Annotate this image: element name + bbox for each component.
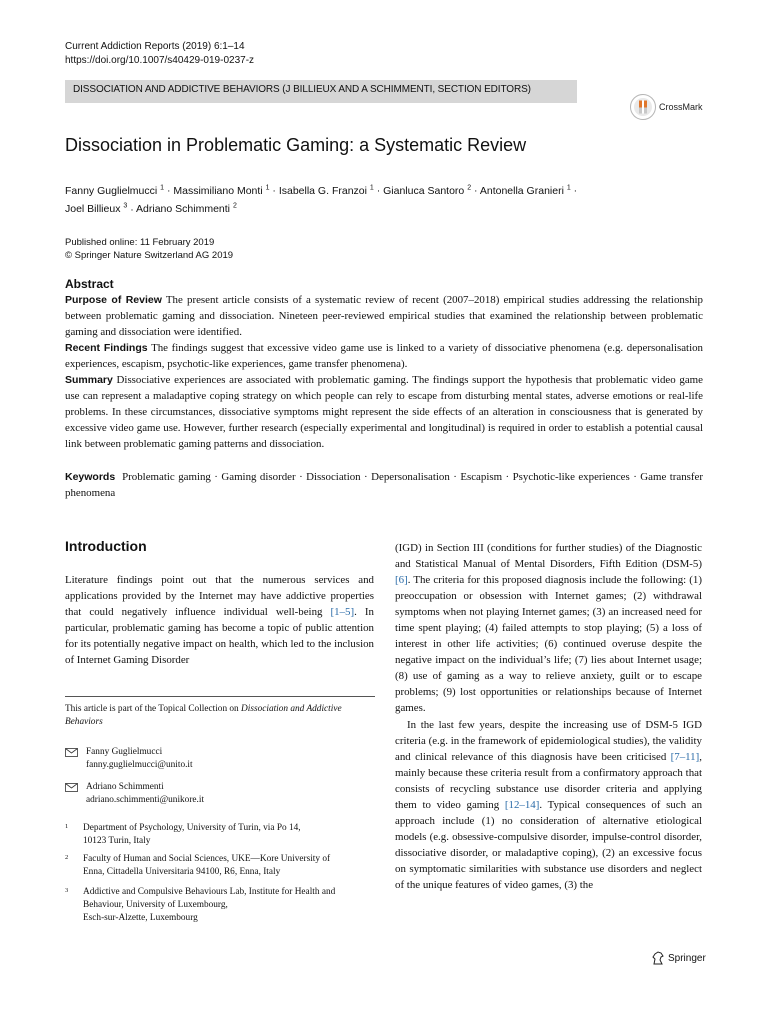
contact-email[interactable]: fanny.guglielmucci@unito.it bbox=[86, 760, 193, 770]
affiliation-number: 1 bbox=[65, 823, 69, 830]
journal-citation: Current Addiction Reports (2019) 6:1–14 bbox=[65, 41, 245, 52]
abstract-body bbox=[65, 292, 703, 452]
contact-name: Fanny Guglielmucci bbox=[86, 747, 163, 757]
envelope-icon bbox=[65, 748, 78, 757]
author-list: Fanny Guglielmucci $^1$ · Massimiliano Monti $^1$ · Isabella G. Franzoi $^1$ · Gianluca Santoro $^2$ · Antonella Granieri $^1$ · Joel Billieux $^3$ · Adriano Schimmenti $^2$ bbox=[65, 184, 578, 215]
citation-link[interactable]: [6] bbox=[395, 574, 408, 587]
publication-info bbox=[65, 236, 233, 262]
keywords-text: Problematic gaming · Gaming disorder · Dissociation · Depersonalisation · Escapism · Psychotic-like experiences · Game transfer phenomena bbox=[65, 471, 704, 499]
author[interactable]: Joel Billieux $^3$ bbox=[65, 202, 128, 215]
journal-header bbox=[65, 40, 254, 68]
envelope-icon bbox=[65, 783, 78, 792]
intro-paragraph: In the last few years, despite the increasing use of DSM-5 IGD criteria (e.g. in the framework of epidemiological studies), the validity and clinical relevance of this diagnosis have been criticised [7–11], mainly because these criteria result from a confirmatory approach that consists of recycling substance use disorder criteria and applying them to video gaming [12–14]. Typical consequences of such an approach include (1) no consideration of alternative etiological models (e.g. obsessive-compulsive disorder, impulse-control disorder, dissociative disorder, or maladaptive coping), (2) an excessive focus on symptomatic similarities with substance use disorders and neglect of the unique features of video games, (3) the bbox=[395, 718, 703, 891]
intro-right-column bbox=[395, 540, 702, 893]
author[interactable]: Gianluca Santoro $^2$ bbox=[383, 184, 472, 197]
author[interactable]: Isabella G. Franzoi $^1$ bbox=[278, 184, 374, 197]
springer-horse-icon bbox=[651, 951, 665, 965]
author[interactable]: Adriano Schimmenti $^2$ bbox=[136, 202, 237, 215]
journal-doi[interactable]: https://doi.org/10.1007/s40429-019-0237-z bbox=[65, 55, 255, 66]
purpose-label: Purpose of Review bbox=[65, 294, 162, 306]
keywords bbox=[65, 469, 703, 501]
abstract-findings: Recent Findings The findings suggest that excessive video game use is linked to a variety of dissociative phenomena (e.g. depersonalisation experiences, escapism, psychotic-like experiences, game transfer phenomena). bbox=[65, 342, 703, 371]
copyright-line: © Springer Nature Switzerland AG 2019 bbox=[65, 250, 234, 261]
author[interactable]: Antonella Granieri $^1$ bbox=[479, 184, 571, 197]
findings-label: Recent Findings bbox=[65, 342, 148, 355]
author[interactable]: Massimiliano Monti $^1$ bbox=[173, 184, 270, 197]
affiliation-number: 2 bbox=[65, 854, 69, 861]
contact-author bbox=[65, 781, 204, 807]
article-title: Dissociation in Problematic Gaming: a Systematic Review bbox=[65, 135, 527, 155]
introduction-heading: Introduction bbox=[65, 538, 147, 554]
section-banner: DISSOCIATION AND ADDICTIVE BEHAVIORS (J BILLIEUX AND A SCHIMMENTI, SECTION EDITORS) bbox=[65, 80, 577, 103]
publisher-logo bbox=[651, 951, 706, 965]
intro-paragraph: (IGD) in Section III (conditions for further studies) of the Diagnostic and Statistical Manual of Mental Disorders, Fifth Edition (DSM-5) [6]. The criteria for this proposed diagnosis include the following: (1) preoccupation or obsession with Internet games; (2) withdrawal symptoms when not playing Internet games; (3) an increased need for time spent playing; (4) failed attempts to stop playing; (5) a loss of interest in other life activities; (6) continued overuse despite the negative impact on the individual’s life; (7) lies about Internet usage; (8) use of gaming as a way to relieve anxiety, guilt or to escape problems; (9) lost opportunities or relationships because of Internet games. bbox=[395, 542, 702, 715]
crossmark-icon bbox=[630, 94, 656, 120]
crossmark-badge[interactable] bbox=[630, 94, 703, 120]
contact-name: Adriano Schimmenti bbox=[86, 782, 164, 792]
affiliation: 3 Addictive and Compulsive Behaviours Lab, Institute for Health and Behaviour, University of Luxembourg, Esch-sur-Alzette, Luxembourg bbox=[65, 887, 336, 923]
contact-email[interactable]: adriano.schimmenti@unikore.it bbox=[86, 795, 205, 805]
crossmark-label: CrossMark bbox=[659, 102, 703, 112]
affiliation-number: 3 bbox=[65, 887, 69, 894]
intro-paragraph: Literature findings point out that the numerous services and applications provided by the Internet may have addictive properties that could negatively influence individual well-being [1–5]. In particular, problematic gaming has become a topic of public attention for its potentially negative impact on health, which led to the inclusion of Internet Gaming Disorder bbox=[65, 574, 374, 667]
affiliation: 2 Faculty of Human and Social Sciences, UKE—Kore University of Enna, Cittadella Universitaria 94100, R6, Enna, Italy bbox=[65, 854, 331, 877]
abstract-purpose: Purpose of Review The present article consists of a systematic review of recent (2007–2018) empirical studies addressing the relationship between problematic gaming and dissociation. Nineteen peer-reviewed empirical studies that examined the relationship between problematic gaming and dissociation were identified. bbox=[65, 294, 703, 339]
keywords-label: Keywords bbox=[65, 471, 116, 483]
citation-link[interactable]: [1–5] bbox=[330, 606, 355, 619]
abstract-summary: Summary Dissociative experiences are associated with problematic gaming. The findings support the hypothesis that problematic video game use can represent a maladaptive coping strategy on which people can rely to escape from disturbing mental states, adverse emotions or real-life problems. In these circumstances, dissociative symptoms might represent the side effects of an alteration in consciousness that is generated by excessive video game use. However, further research (especially experimental and longitudinal) is required in order to establish a potential causal link between problematic gaming patterns and dissociation. bbox=[65, 374, 703, 451]
footnote-divider bbox=[65, 696, 375, 697]
published-date: Published online: 11 February 2019 bbox=[65, 237, 215, 248]
copyright-icon: © bbox=[65, 250, 72, 261]
summary-label: Summary bbox=[65, 374, 113, 387]
citation-link[interactable]: [12–14] bbox=[504, 798, 540, 811]
author[interactable]: Fanny Guglielmucci $^1$ bbox=[65, 184, 165, 197]
topical-collection-note: This article is part of the Topical Collection on Dissociation and Addictive Behaviors bbox=[65, 704, 342, 727]
abstract-heading: Abstract bbox=[65, 277, 114, 291]
affiliation: 1 Department of Psychology, University of Turin, via Po 14, 10123 Turin, Italy bbox=[65, 823, 301, 846]
publisher-name: Springer bbox=[668, 952, 706, 964]
intro-left-column bbox=[65, 572, 374, 668]
contact-author bbox=[65, 746, 193, 772]
citation-link[interactable]: [7–11] bbox=[670, 750, 700, 763]
